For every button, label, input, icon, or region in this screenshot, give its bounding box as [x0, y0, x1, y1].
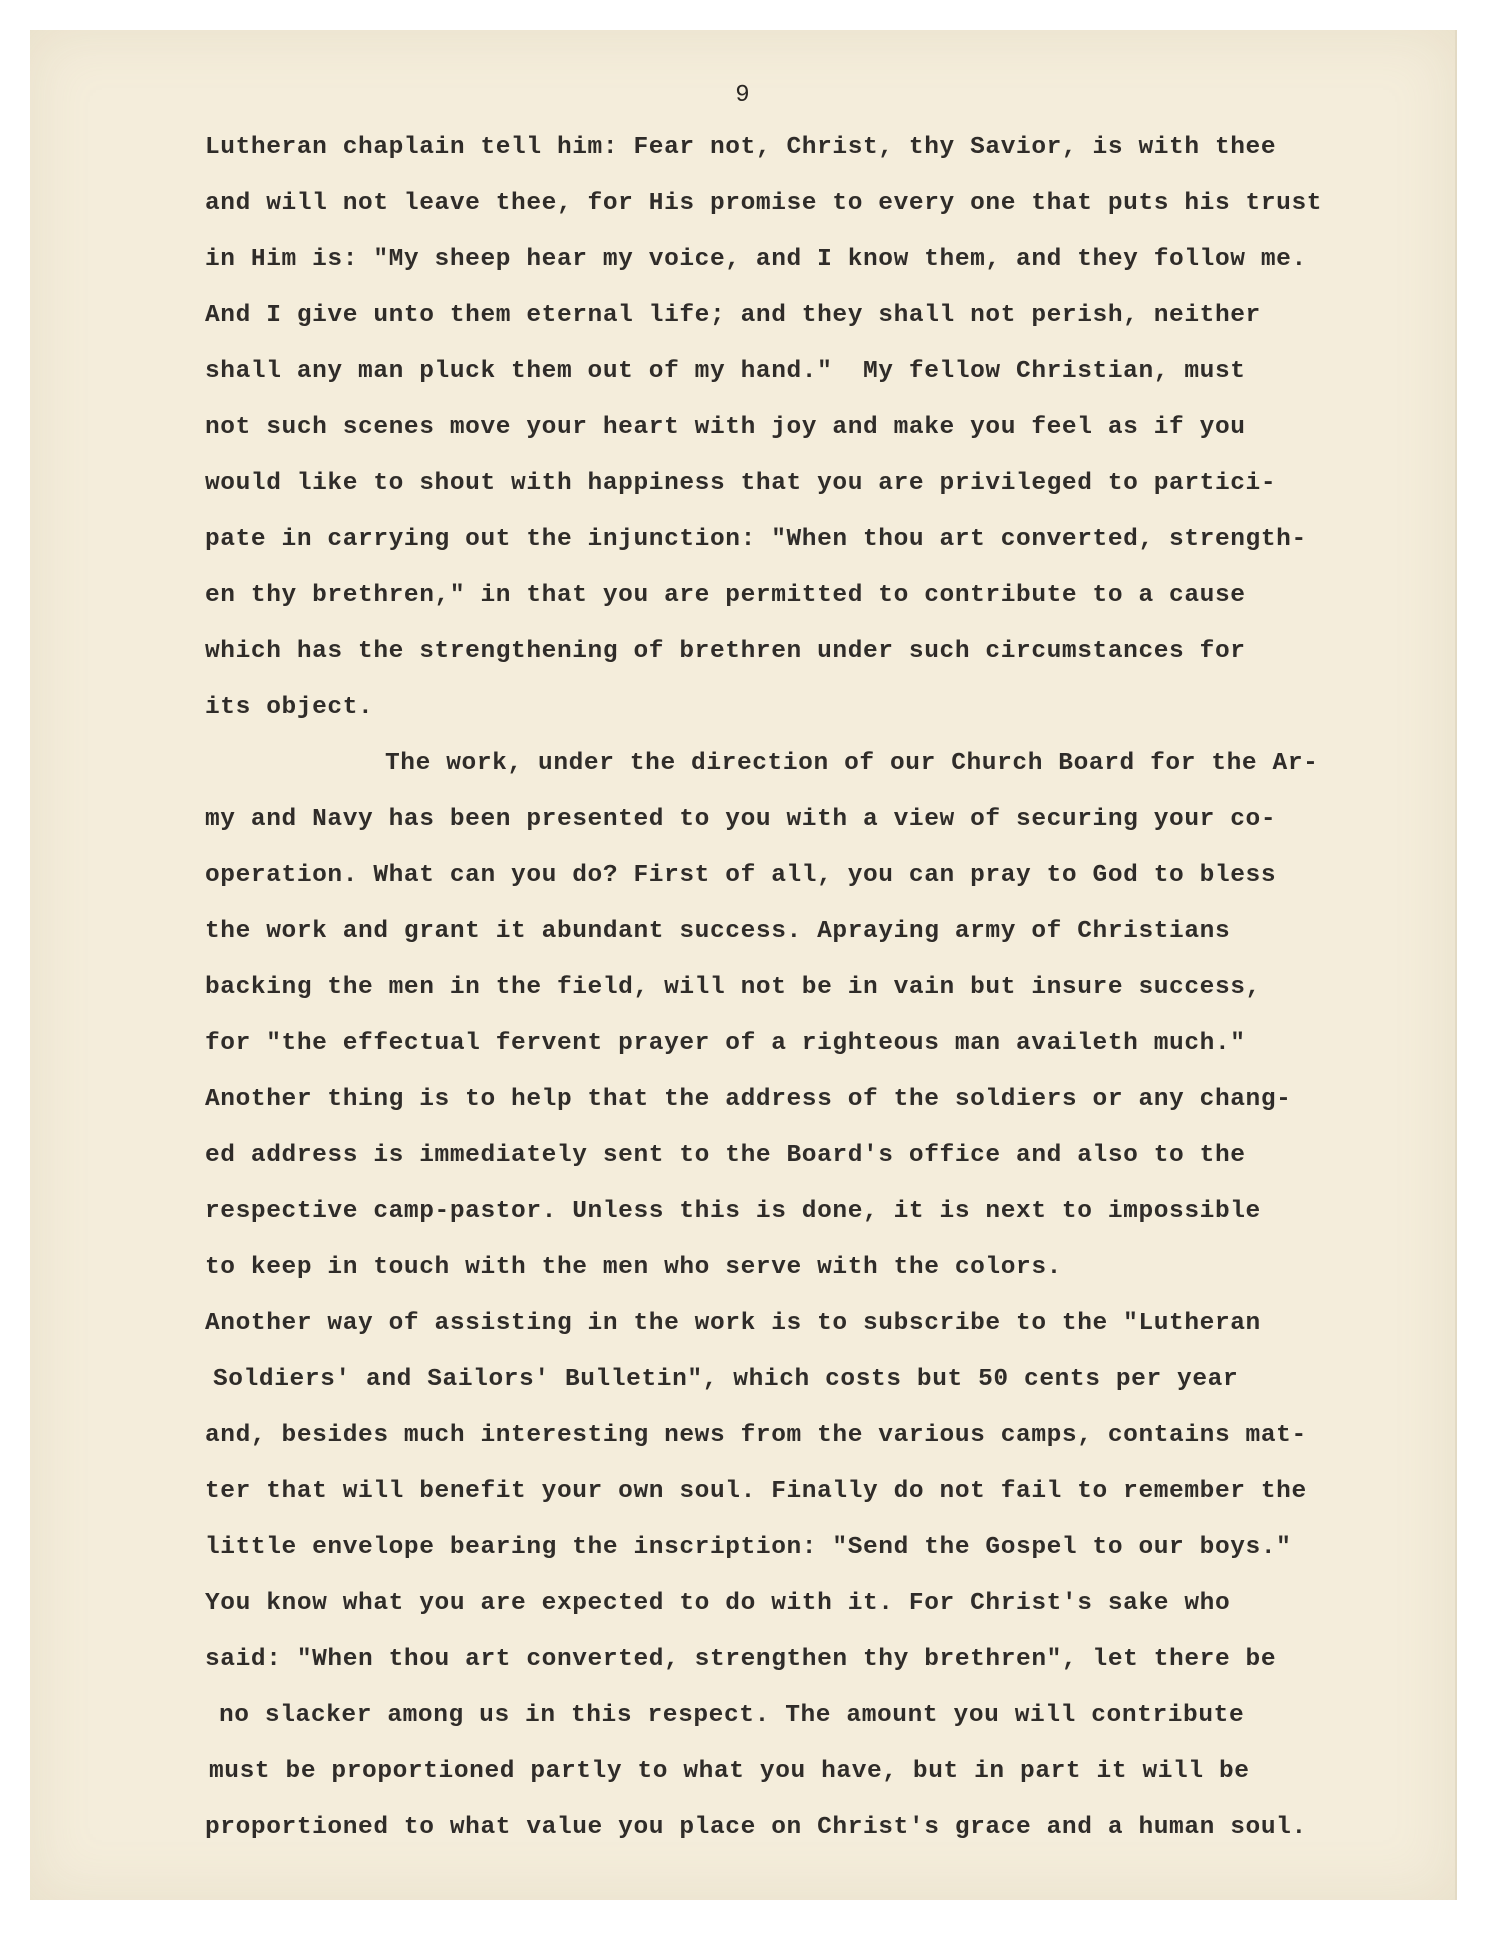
text-line: operation. What can you do? First of all, you can pray to God to bless: [205, 862, 1277, 889]
text-line: and will not leave thee, for His promise to every one that puts his trust: [205, 190, 1323, 217]
page-number: 9: [735, 82, 750, 109]
text-line: Soldiers' and Sailors' Bulletin", which costs but 50 cents per year: [213, 1366, 1239, 1393]
text-line: And I give unto them eternal life; and they shall not perish, neither: [205, 302, 1261, 329]
text-line: and, besides much interesting news from the various camps, contains mat-: [205, 1422, 1307, 1449]
text-line: Lutheran chaplain tell him: Fear not, Christ, thy Savior, is with thee: [205, 134, 1277, 161]
page-body-text: [205, 120, 1440, 1856]
text-line: pate in carrying out the injunction: "When thou art converted, strength-: [205, 526, 1307, 553]
text-line: ter that will benefit your own soul. Finally do not fail to remember the: [205, 1478, 1307, 1505]
paragraph-start-line: The work, under the direction of our Church Board for the Ar-: [385, 750, 1319, 777]
text-line: backing the men in the field, will not be in vain but insure success,: [205, 974, 1261, 1001]
text-line: You know what you are expected to do with it. For Christ's sake who: [205, 1590, 1231, 1617]
text-line: must be proportioned partly to what you have, but in part it will be: [209, 1758, 1250, 1785]
text-line: little envelope bearing the inscription: "Send the Gospel to our boys.": [205, 1534, 1292, 1561]
text-line: proportioned to what value you place on Christ's grace and a human soul.: [205, 1814, 1307, 1841]
text-line: would like to shout with happiness that you are privileged to partici-: [205, 470, 1277, 497]
text-line: for "the effectual fervent prayer of a righteous man availeth much.": [205, 1030, 1246, 1057]
document-page: [30, 30, 1457, 1900]
text-line: ed address is immediately sent to the Board's office and also to the: [205, 1142, 1246, 1169]
text-line: to keep in touch with the men who serve with the colors.: [205, 1254, 1062, 1281]
text-line: no slacker among us in this respect. The amount you will contribute: [219, 1702, 1245, 1729]
text-line: which has the strengthening of brethren under such circumstances for: [205, 638, 1246, 665]
text-line: the work and grant it abundant success. Apraying army of Christians: [205, 918, 1231, 945]
text-line: my and Navy has been presented to you with a view of securing your co-: [205, 806, 1277, 833]
text-line: en thy brethren," in that you are permitted to contribute to a cause: [205, 582, 1246, 609]
text-line: its object.: [205, 694, 374, 721]
text-line: Another thing is to help that the address of the soldiers or any chang-: [205, 1086, 1292, 1113]
text-line: said: "When thou art converted, strengthen thy brethren", let there be: [205, 1646, 1277, 1673]
text-line: respective camp-pastor. Unless this is done, it is next to impossible: [205, 1198, 1261, 1225]
paragraph-start-line: Another way of assisting in the work is to subscribe to the "Lutheran: [205, 1310, 1261, 1337]
text-line: not such scenes move your heart with joy and make you feel as if you: [205, 414, 1246, 441]
text-line: shall any man pluck them out of my hand." My fellow Christian, must: [205, 358, 1246, 385]
text-line: in Him is: "My sheep hear my voice, and I know them, and they follow me.: [205, 246, 1307, 273]
